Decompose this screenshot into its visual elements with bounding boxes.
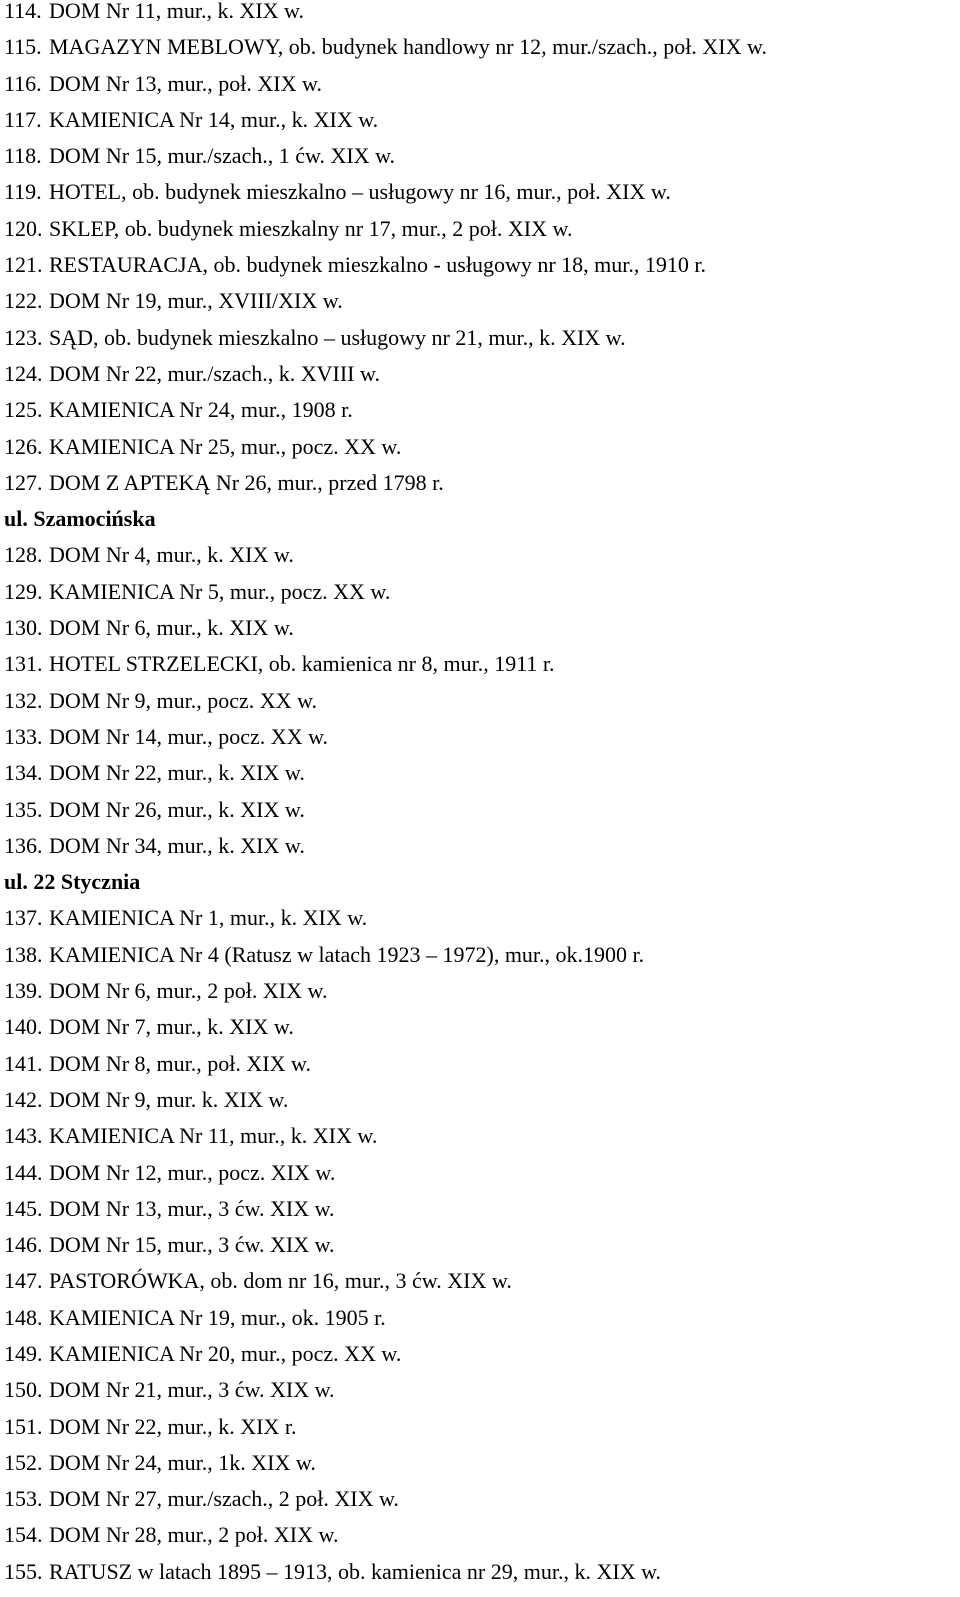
list-item: [0, 138, 960, 174]
list-item: [0, 1191, 960, 1227]
item-number: 125.: [4, 397, 43, 423]
list-item: [0, 792, 960, 828]
item-number: 134.: [4, 760, 43, 786]
item-number: 149.: [4, 1340, 43, 1366]
item-number: 132.: [4, 687, 43, 713]
item-number: 136.: [4, 832, 43, 858]
item-number: 118.: [4, 143, 42, 169]
list-item: [0, 1336, 960, 1372]
item-number: 116.: [4, 70, 42, 96]
item-number: 126.: [4, 433, 43, 459]
list-item: [0, 646, 960, 682]
item-text: KAMIENICA Nr 11, mur., k. XIX w.: [49, 1123, 378, 1149]
item-text: HOTEL, ob. budynek mieszkalno – usługowy nr 16, mur., poł. XIX w.: [49, 179, 671, 205]
item-text: DOM Nr 22, mur., k. XIX w.: [49, 760, 305, 786]
item-text: DOM Nr 26, mur., k. XIX w.: [49, 796, 305, 822]
item-text: HOTEL STRZELECKI, ob. kamienica nr 8, mur., 1911 r.: [49, 651, 555, 677]
list-item: [0, 574, 960, 610]
item-text: DOM Nr 22, mur./szach., k. XVIII w.: [49, 360, 380, 386]
item-number: 139.: [4, 978, 43, 1004]
item-text: DOM Nr 21, mur., 3 ćw. XIX w.: [49, 1377, 335, 1403]
list-item: [0, 1155, 960, 1191]
item-text: DOM Nr 4, mur., k. XIX w.: [49, 542, 294, 568]
item-text: DOM Nr 11, mur., k. XIX w.: [49, 0, 305, 23]
list-item: [0, 174, 960, 210]
item-number: 133.: [4, 723, 43, 749]
item-number: 120.: [4, 215, 43, 241]
item-number: 131.: [4, 651, 43, 677]
item-text: KAMIENICA Nr 1, mur., k. XIX w.: [49, 905, 368, 931]
item-number: 123.: [4, 324, 43, 350]
list-item: [0, 937, 960, 973]
item-text: DOM Nr 34, mur., k. XIX w.: [49, 832, 305, 858]
item-text: RESTAURACJA, ob. budynek mieszkalno - usługowy nr 18, mur., 1910 r.: [49, 252, 706, 278]
item-number: 146.: [4, 1232, 43, 1258]
list-item: [0, 828, 960, 864]
list-item: [0, 1082, 960, 1118]
item-text: DOM Nr 7, mur., k. XIX w.: [49, 1014, 294, 1040]
list-item: [0, 719, 960, 755]
item-text: DOM Nr 22, mur., k. XIX r.: [49, 1413, 297, 1439]
item-number: 122.: [4, 288, 43, 314]
list-item: [0, 211, 960, 247]
item-number: 145.: [4, 1195, 43, 1221]
item-number: 143.: [4, 1123, 43, 1149]
item-text: DOM Z APTEKĄ Nr 26, mur., przed 1798 r.: [49, 469, 444, 495]
list-item: [0, 755, 960, 791]
item-text: KAMIENICA Nr 5, mur., pocz. XX w.: [49, 578, 391, 604]
list-item: [0, 1227, 960, 1263]
item-text: KAMIENICA Nr 25, mur., pocz. XX w.: [49, 433, 402, 459]
item-number: 142.: [4, 1086, 43, 1112]
list-item: [0, 102, 960, 138]
list-item: [0, 465, 960, 501]
item-number: 127.: [4, 469, 43, 495]
item-text: DOM Nr 15, mur., 3 ćw. XIX w.: [49, 1232, 335, 1258]
item-text: DOM Nr 9, mur., pocz. XX w.: [49, 687, 318, 713]
list-item: [0, 29, 960, 65]
item-number: 150.: [4, 1377, 43, 1403]
item-text: RATUSZ w latach 1895 – 1913, ob. kamienica nr 29, mur., k. XIX w.: [49, 1558, 662, 1584]
item-text: MAGAZYN MEBLOWY, ob. budynek handlowy nr 12, mur./szach., poł. XIX w.: [49, 34, 767, 60]
item-number: 154.: [4, 1522, 43, 1548]
item-number: 117.: [4, 106, 42, 132]
item-number: 148.: [4, 1304, 43, 1330]
list-item: [0, 429, 960, 465]
item-text: DOM Nr 28, mur., 2 poł. XIX w.: [49, 1522, 339, 1548]
list-item: [0, 320, 960, 356]
item-number: 114.: [4, 0, 42, 23]
list-item: [0, 973, 960, 1009]
street-heading: [0, 864, 960, 900]
item-text: DOM Nr 6, mur., k. XIX w.: [49, 615, 294, 641]
item-number: 135.: [4, 796, 43, 822]
list-item: [0, 1118, 960, 1154]
item-text: KAMIENICA Nr 14, mur., k. XIX w.: [49, 106, 379, 132]
item-text: DOM Nr 9, mur. k. XIX w.: [49, 1086, 289, 1112]
list-item: [0, 683, 960, 719]
item-number: 151.: [4, 1413, 43, 1439]
list-item: [0, 392, 960, 428]
item-text: SKLEP, ob. budynek mieszkalny nr 17, mur., 2 poł. XIX w.: [49, 215, 573, 241]
item-text: KAMIENICA Nr 4 (Ratusz w latach 1923 – 1972), mur., ok.1900 r.: [49, 941, 645, 967]
list-item: [0, 1409, 960, 1445]
item-text: DOM Nr 6, mur., 2 poł. XIX w.: [49, 978, 328, 1004]
street-heading-text: ul. 22 Stycznia: [4, 869, 141, 895]
item-number: 155.: [4, 1558, 43, 1584]
list-item: [0, 1009, 960, 1045]
list-item: [0, 1481, 960, 1517]
list-item: [0, 0, 960, 29]
item-text: DOM Nr 13, mur., 3 ćw. XIX w.: [49, 1195, 335, 1221]
list-item: [0, 1046, 960, 1082]
item-text: SĄD, ob. budynek mieszkalno – usługowy nr 21, mur., k. XIX w.: [49, 324, 626, 350]
list-item: [0, 283, 960, 319]
item-number: 152.: [4, 1449, 43, 1475]
item-number: 119.: [4, 179, 42, 205]
list-item: [0, 900, 960, 936]
item-number: 153.: [4, 1486, 43, 1512]
item-number: 121.: [4, 252, 43, 278]
item-text: DOM Nr 8, mur., poł. XIX w.: [49, 1050, 311, 1076]
item-text: DOM Nr 27, mur./szach., 2 poł. XIX w.: [49, 1486, 399, 1512]
item-text: DOM Nr 19, mur., XVIII/XIX w.: [49, 288, 343, 314]
street-heading-text: ul. Szamocińska: [4, 506, 156, 532]
item-text: KAMIENICA Nr 24, mur., 1908 r.: [49, 397, 353, 423]
list-item: [0, 1372, 960, 1408]
street-heading: [0, 501, 960, 537]
list-item: [0, 1554, 960, 1590]
item-text: DOM Nr 14, mur., pocz. XX w.: [49, 723, 329, 749]
list-item: [0, 1300, 960, 1336]
item-text: DOM Nr 15, mur./szach., 1 ćw. XIX w.: [49, 143, 396, 169]
item-text: KAMIENICA Nr 19, mur., ok. 1905 r.: [49, 1304, 386, 1330]
item-text: KAMIENICA Nr 20, mur., pocz. XX w.: [49, 1340, 402, 1366]
item-text: PASTORÓWKA, ob. dom nr 16, mur., 3 ćw. XIX w.: [49, 1268, 512, 1294]
list-item: [0, 1445, 960, 1481]
item-number: 128.: [4, 542, 43, 568]
list-item: [0, 1517, 960, 1553]
list-item: [0, 247, 960, 283]
item-number: 137.: [4, 905, 43, 931]
item-number: 124.: [4, 360, 43, 386]
item-number: 144.: [4, 1159, 43, 1185]
item-number: 147.: [4, 1268, 43, 1294]
item-number: 141.: [4, 1050, 43, 1076]
item-number: 115.: [4, 34, 42, 60]
item-number: 130.: [4, 615, 43, 641]
list-item: [0, 356, 960, 392]
list-item: [0, 610, 960, 646]
item-text: DOM Nr 24, mur., 1k. XIX w.: [49, 1449, 316, 1475]
item-number: 140.: [4, 1014, 43, 1040]
list-item: [0, 1263, 960, 1299]
list-item: [0, 66, 960, 102]
item-number: 138.: [4, 941, 43, 967]
item-number: 129.: [4, 578, 43, 604]
item-text: DOM Nr 12, mur., pocz. XIX w.: [49, 1159, 336, 1185]
list-item: [0, 537, 960, 573]
item-text: DOM Nr 13, mur., poł. XIX w.: [49, 70, 322, 96]
